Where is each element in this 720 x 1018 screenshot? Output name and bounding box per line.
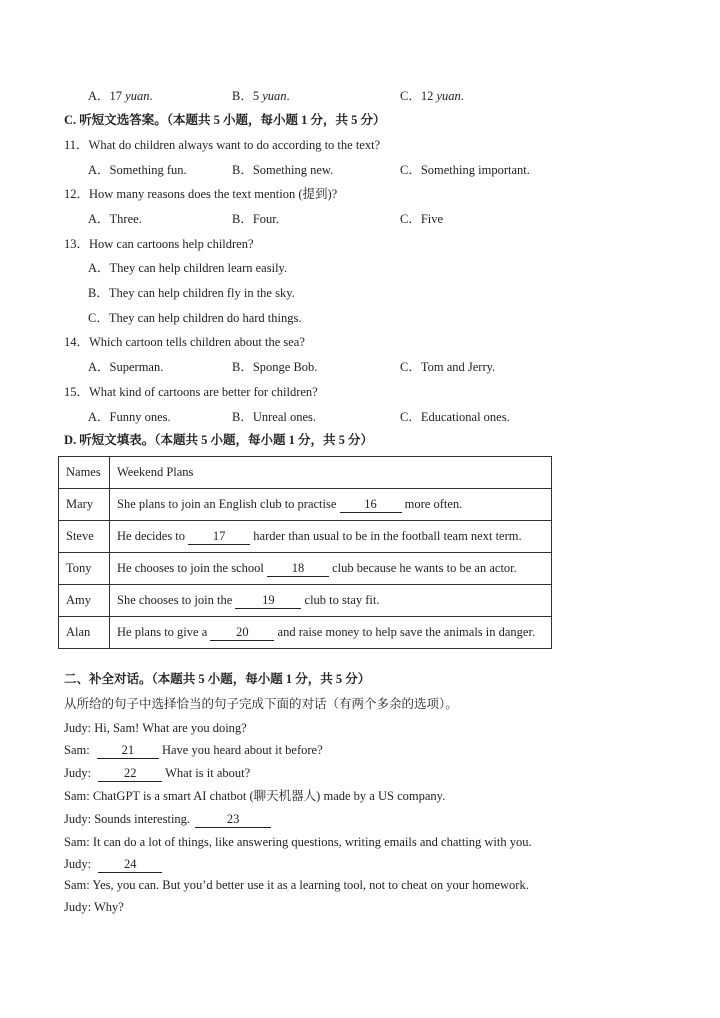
row-name: Mary (59, 489, 110, 521)
table-row (59, 489, 552, 521)
row-plan: He chooses to join the school 18 club because he wants to be an actor. (110, 553, 552, 585)
q14-option-a: A．Superman. (88, 360, 164, 374)
dialog-line-7: Judy: 24 (64, 856, 162, 873)
dialog-line-5: Judy: Sounds interesting. 23 (64, 811, 271, 828)
row-name: Amy (59, 585, 110, 617)
answer-blank-18[interactable]: 18 (267, 561, 329, 577)
q13-option-c: C．They can help children do hard things. (88, 311, 302, 325)
question-15: 15．What kind of cartoons are better for children? (64, 385, 318, 399)
table-row (59, 553, 552, 585)
row-plan: He decides to 17 harder than usual to be in the football team next term. (110, 521, 552, 553)
q15-option-c: C．Educational ones. (400, 410, 510, 424)
question-14: 14．Which cartoon tells children about the sea? (64, 335, 305, 349)
dialog-line-6: Sam: It can do a lot of things, like answering questions, writing emails and chatting with you. (64, 835, 532, 849)
q13-option-a: A．They can help children learn easily. (88, 261, 288, 275)
q15-option-b: B．Unreal ones. (232, 410, 317, 424)
section-c-title: C. 听短文选答案。（本题共 5 小题，每小题 1 分，共 5 分） (64, 113, 386, 127)
q14-option-b: B．Sponge Bob. (232, 360, 318, 374)
q11-option-c: C．Something important. (400, 163, 530, 177)
q12-option-b: B．Four. (232, 212, 279, 226)
header-names: Names (59, 457, 110, 489)
row-name: Tony (59, 553, 110, 585)
table-row (59, 521, 552, 553)
row-plan: She plans to join an English club to practise 16 more often. (110, 489, 552, 521)
dialog-line-3: Judy: 22 What is it about? (64, 766, 251, 780)
table-row (59, 617, 552, 649)
dialog-line-2: Sam: 21 Have you heard about it before? (64, 743, 323, 757)
q12-option-c: C．Five (400, 212, 444, 226)
section-d-title: D. 听短文填表。（本题共 5 小题，每小题 1 分，共 5 分） (64, 433, 374, 447)
dialog-line-8: Sam: Yes, you can. But you’d better use it as a learning tool, not to cheat on your homework. (64, 878, 529, 892)
question-11: 11．What do children always want to do according to the text? (64, 138, 381, 152)
answer-blank-23[interactable]: 23 (195, 811, 271, 828)
q12-option-a: A．Three. (88, 212, 142, 226)
answer-blank-19[interactable]: 19 (235, 593, 301, 609)
answer-blank-17[interactable]: 17 (188, 529, 250, 545)
row-name: Alan (59, 617, 110, 649)
answer-blank-21[interactable]: 21 (97, 742, 159, 759)
q11-option-b: B．Something new. (232, 163, 334, 177)
weekend-plans-table (58, 456, 552, 649)
table-row (59, 585, 552, 617)
row-name: Steve (59, 521, 110, 553)
part2-title: 二、补全对话。（本题共 5 小题，每小题 1 分，共 5 分） (64, 672, 371, 686)
header-weekend-plans: Weekend Plans (110, 457, 552, 489)
answer-blank-20[interactable]: 20 (210, 625, 274, 641)
prev-option-a: A．17 yuan. (88, 89, 153, 103)
dialog-line-1: Judy: Hi, Sam! What are you doing? (64, 721, 247, 735)
dialog-line-4: Sam: ChatGPT is a smart AI chatbot (聊天机器人) made by a US company. (64, 789, 446, 803)
answer-blank-24[interactable]: 24 (98, 856, 162, 873)
question-12: 12．How many reasons does the text mention (提到)? (64, 187, 338, 201)
row-plan: She chooses to join the 19 club to stay fit. (110, 585, 552, 617)
dialog-line-9: Judy: Why? (64, 900, 124, 914)
answer-blank-22[interactable]: 22 (98, 765, 162, 782)
row-plan: He plans to give a 20 and raise money to help save the animals in danger. (110, 617, 552, 649)
q14-option-c: C．Tom and Jerry. (400, 360, 496, 374)
prev-option-b: B．5 yuan. (232, 89, 290, 103)
answer-blank-16[interactable]: 16 (340, 497, 402, 513)
prev-option-c: C．12 yuan. (400, 89, 464, 103)
q11-option-a: A．Something fun. (88, 163, 187, 177)
q15-option-a: A．Funny ones. (88, 410, 171, 424)
question-13: 13．How can cartoons help children? (64, 237, 254, 251)
part2-instruction: 从所给的句子中选择恰当的句子完成下面的对话（有两个多余的选项）。 (64, 697, 458, 711)
table-header-row (59, 457, 552, 489)
q13-option-b: B．They can help children fly in the sky. (88, 286, 295, 300)
